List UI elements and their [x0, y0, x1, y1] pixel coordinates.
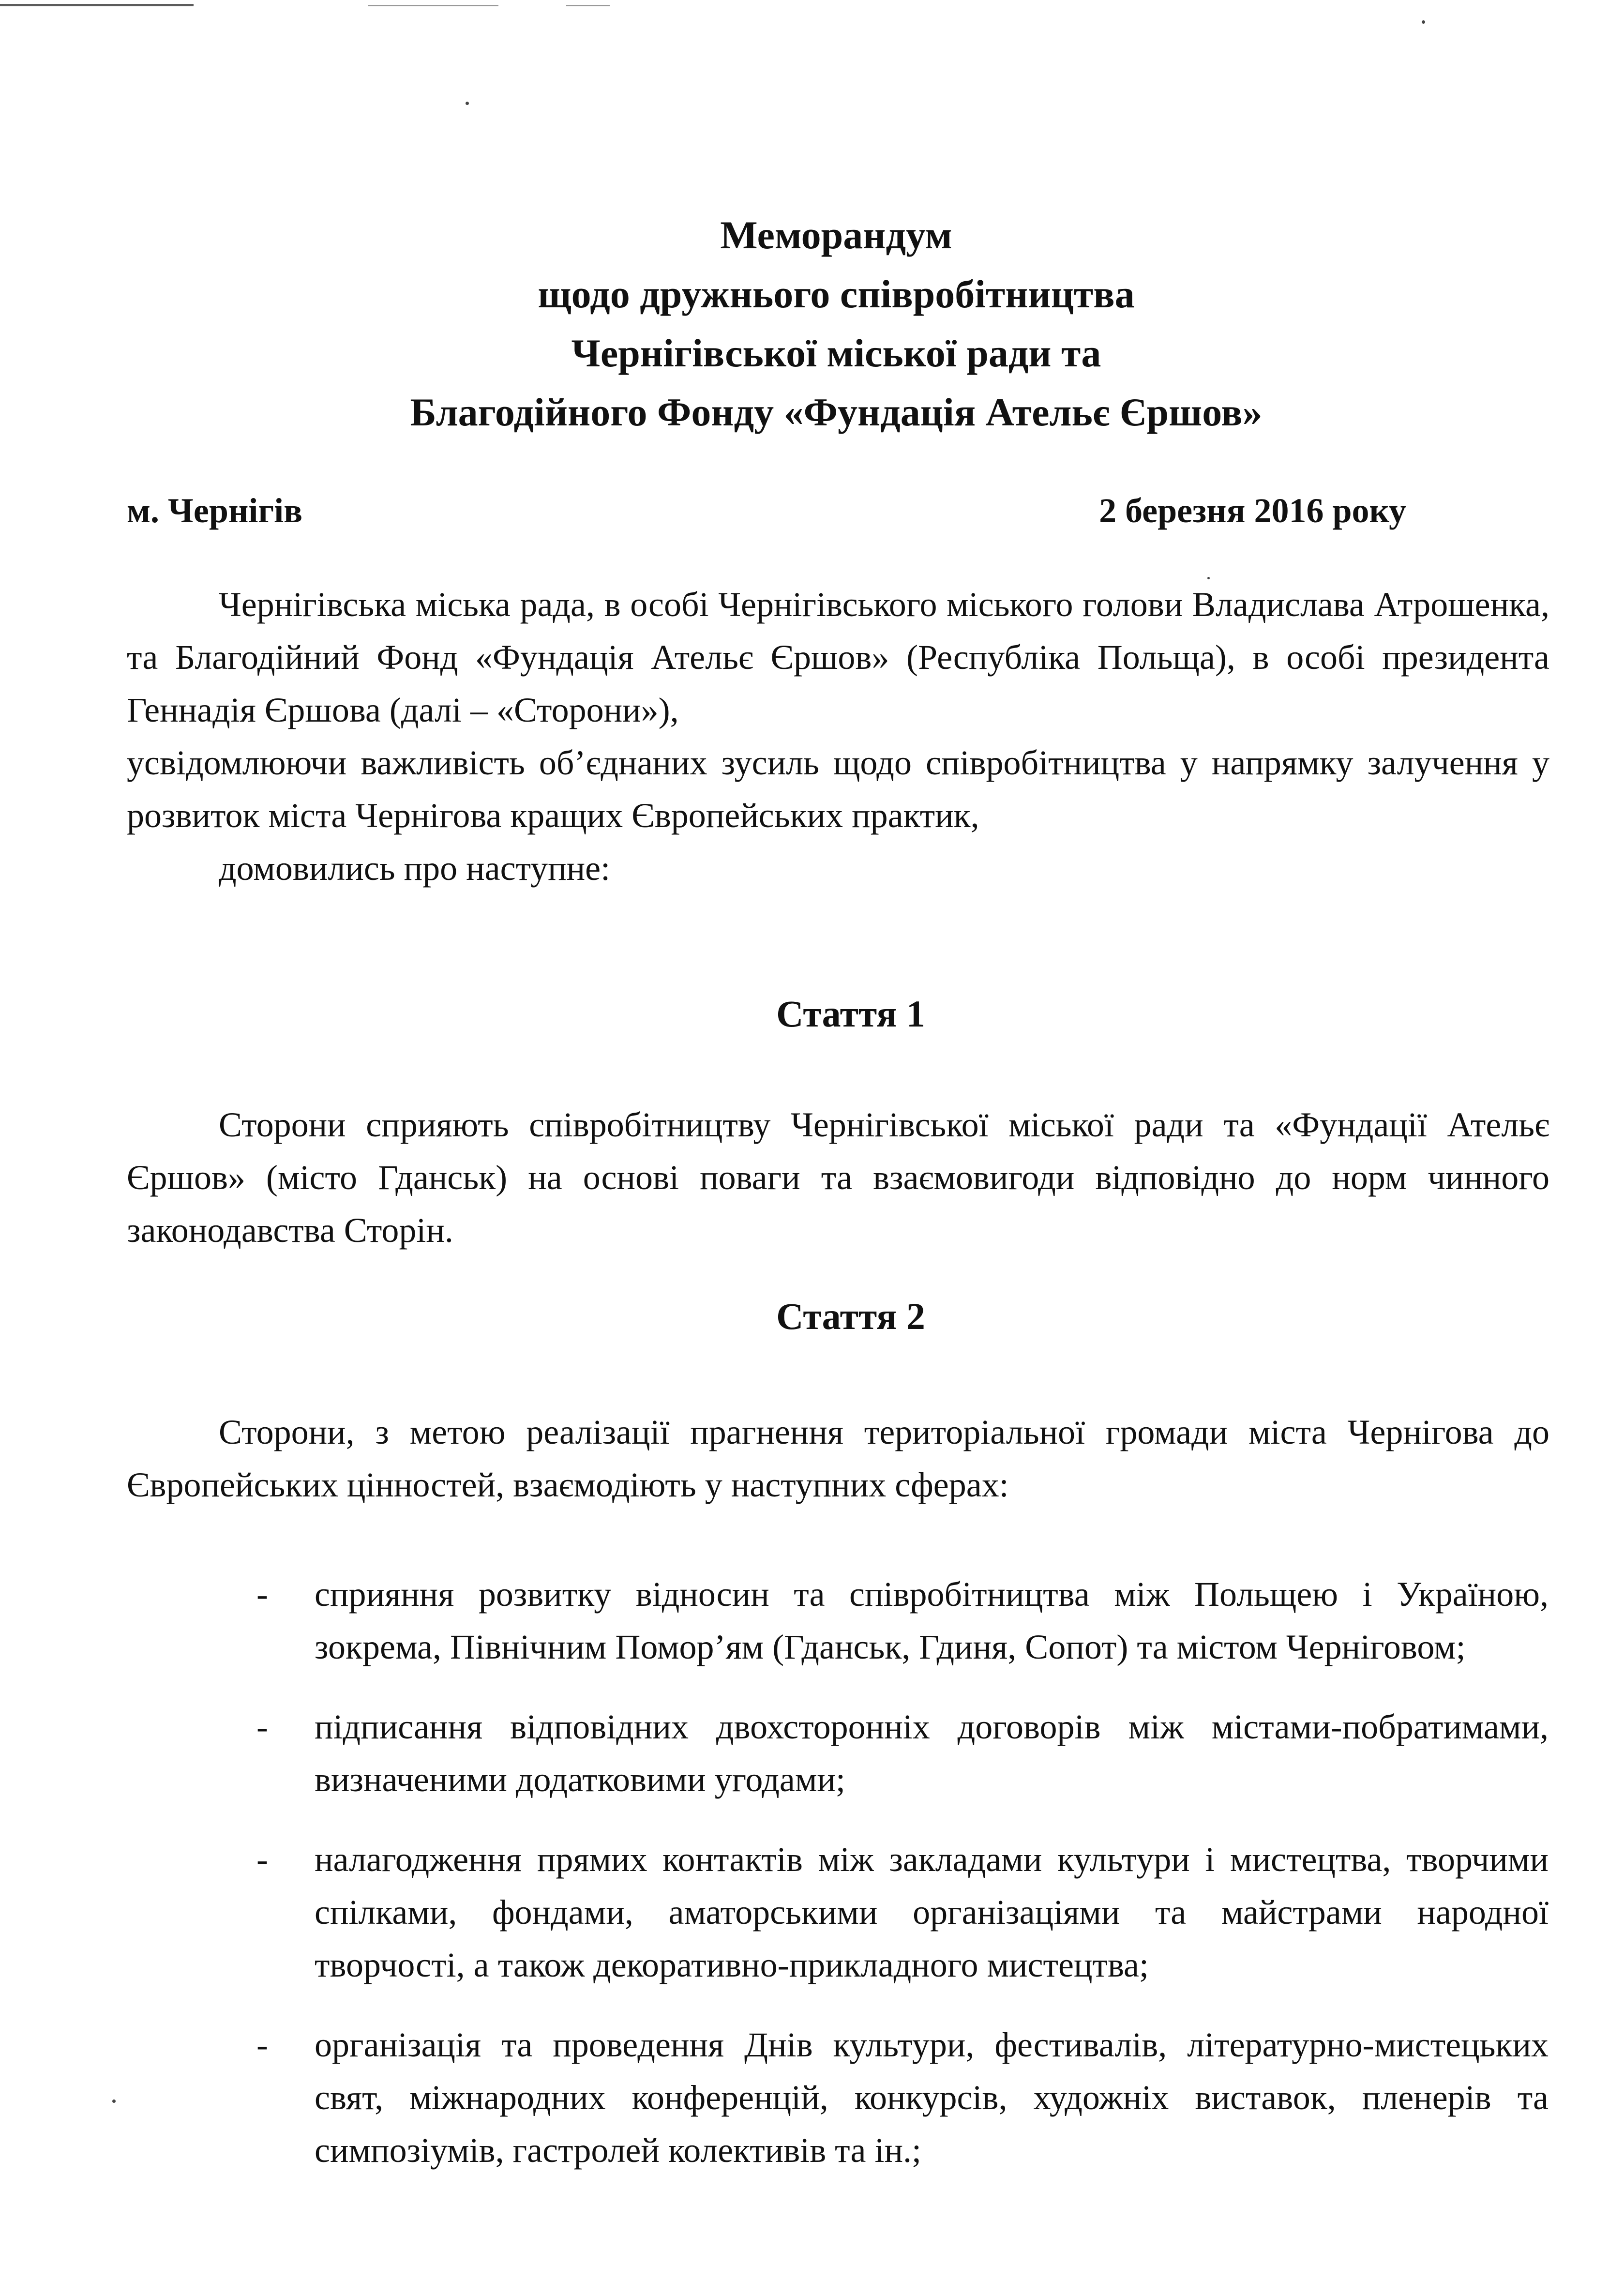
article-1-body	[127, 1099, 1549, 1257]
list-item-text: сприяння розвитку відносин та співробітництва між Польщею і Україною, зокрема, Північним Помор’ям (Гданськ, Гдиня, Сопот) та містом Черніговом;	[315, 1575, 1549, 1666]
article-1-paragraph: Сторони сприяють співробітництву Чернігівської міської ради та «Фундації Ательє Єршов» (місто Гданськ) на основі поваги та взаємовигоди відповідно до норм чинного законодавства Сторін.	[127, 1105, 1549, 1250]
article-2-list	[242, 1568, 1549, 2204]
list-marker: -	[256, 1840, 268, 1879]
list-item-text: налагодження прямих контактів між закладами культури і мистецтва, творчими спілками, фондами, аматорськими організаціями та майстрами народної творчості, а також декоративно-прикладного мистецтва;	[315, 1840, 1549, 1984]
title-line-1: Меморандум	[720, 213, 952, 257]
list-marker: -	[256, 2025, 268, 2064]
scan-dot	[466, 102, 469, 105]
list-item	[242, 2019, 1549, 2177]
scan-mark	[566, 5, 610, 6]
article-2-heading	[0, 1290, 1624, 1343]
scan-mark	[0, 4, 194, 6]
preamble-paragraph-1: Чернігівська міська рада, в особі Чернігівського міського голови Владислава Атрошенка, та Благодійний Фонд «Фундація Ательє Єршов» (Республіка Польща), в особі президента Геннадія Єршова (далі – «Сторони»),	[127, 585, 1549, 729]
list-item	[242, 1568, 1549, 1674]
title-line-3: Чернігівської міської ради та	[571, 331, 1101, 375]
document-place: м. Чернігів	[127, 491, 302, 530]
article-1-heading	[0, 987, 1624, 1041]
article-2-heading-text: Стаття 2	[776, 1295, 925, 1337]
title-line-2: щодо дружнього співробітництва	[538, 272, 1135, 316]
document-date: 2 березня 2016 року	[1099, 491, 1406, 530]
list-marker: -	[256, 1707, 268, 1746]
preamble-paragraph-2: усвідомлюючи важливість об’єднаних зусиль щодо співробітництва у напрямку залучення у розвиток міста Чернігова кращих Європейських практик,	[127, 743, 1549, 835]
scan-dot	[1422, 20, 1425, 24]
list-marker: -	[256, 1575, 268, 1614]
list-item	[242, 1701, 1549, 1806]
list-item-text: підписання відповідних двохсторонніх договорів між містами-побратимами, визначеними додатковими угодами;	[315, 1707, 1549, 1799]
article-1-heading-text: Стаття 1	[776, 993, 925, 1035]
scan-mark	[368, 5, 498, 6]
scan-dot	[112, 2099, 116, 2103]
preamble	[127, 578, 1549, 895]
article-2-body	[127, 1406, 1549, 1511]
title-line-4: Благодійного Фонду «Фундація Ательє Єршов»	[410, 390, 1263, 434]
preamble-paragraph-3: домовились про наступне:	[219, 849, 611, 888]
document-title	[0, 206, 1624, 442]
list-item-text: організація та проведення Днів культури, фестивалів, літературно-мистецьких свят, міжнародних конференцій, конкурсів, художніх виставок, пленерів та симпозіумів, гастролей колективів та ін.;	[315, 2025, 1549, 2170]
list-item	[242, 1833, 1549, 1992]
article-2-paragraph: Сторони, з метою реалізації прагнення територіальної громади міста Чернігова до Європейських цінностей, взаємодіють у наступних сферах:	[127, 1413, 1549, 1504]
